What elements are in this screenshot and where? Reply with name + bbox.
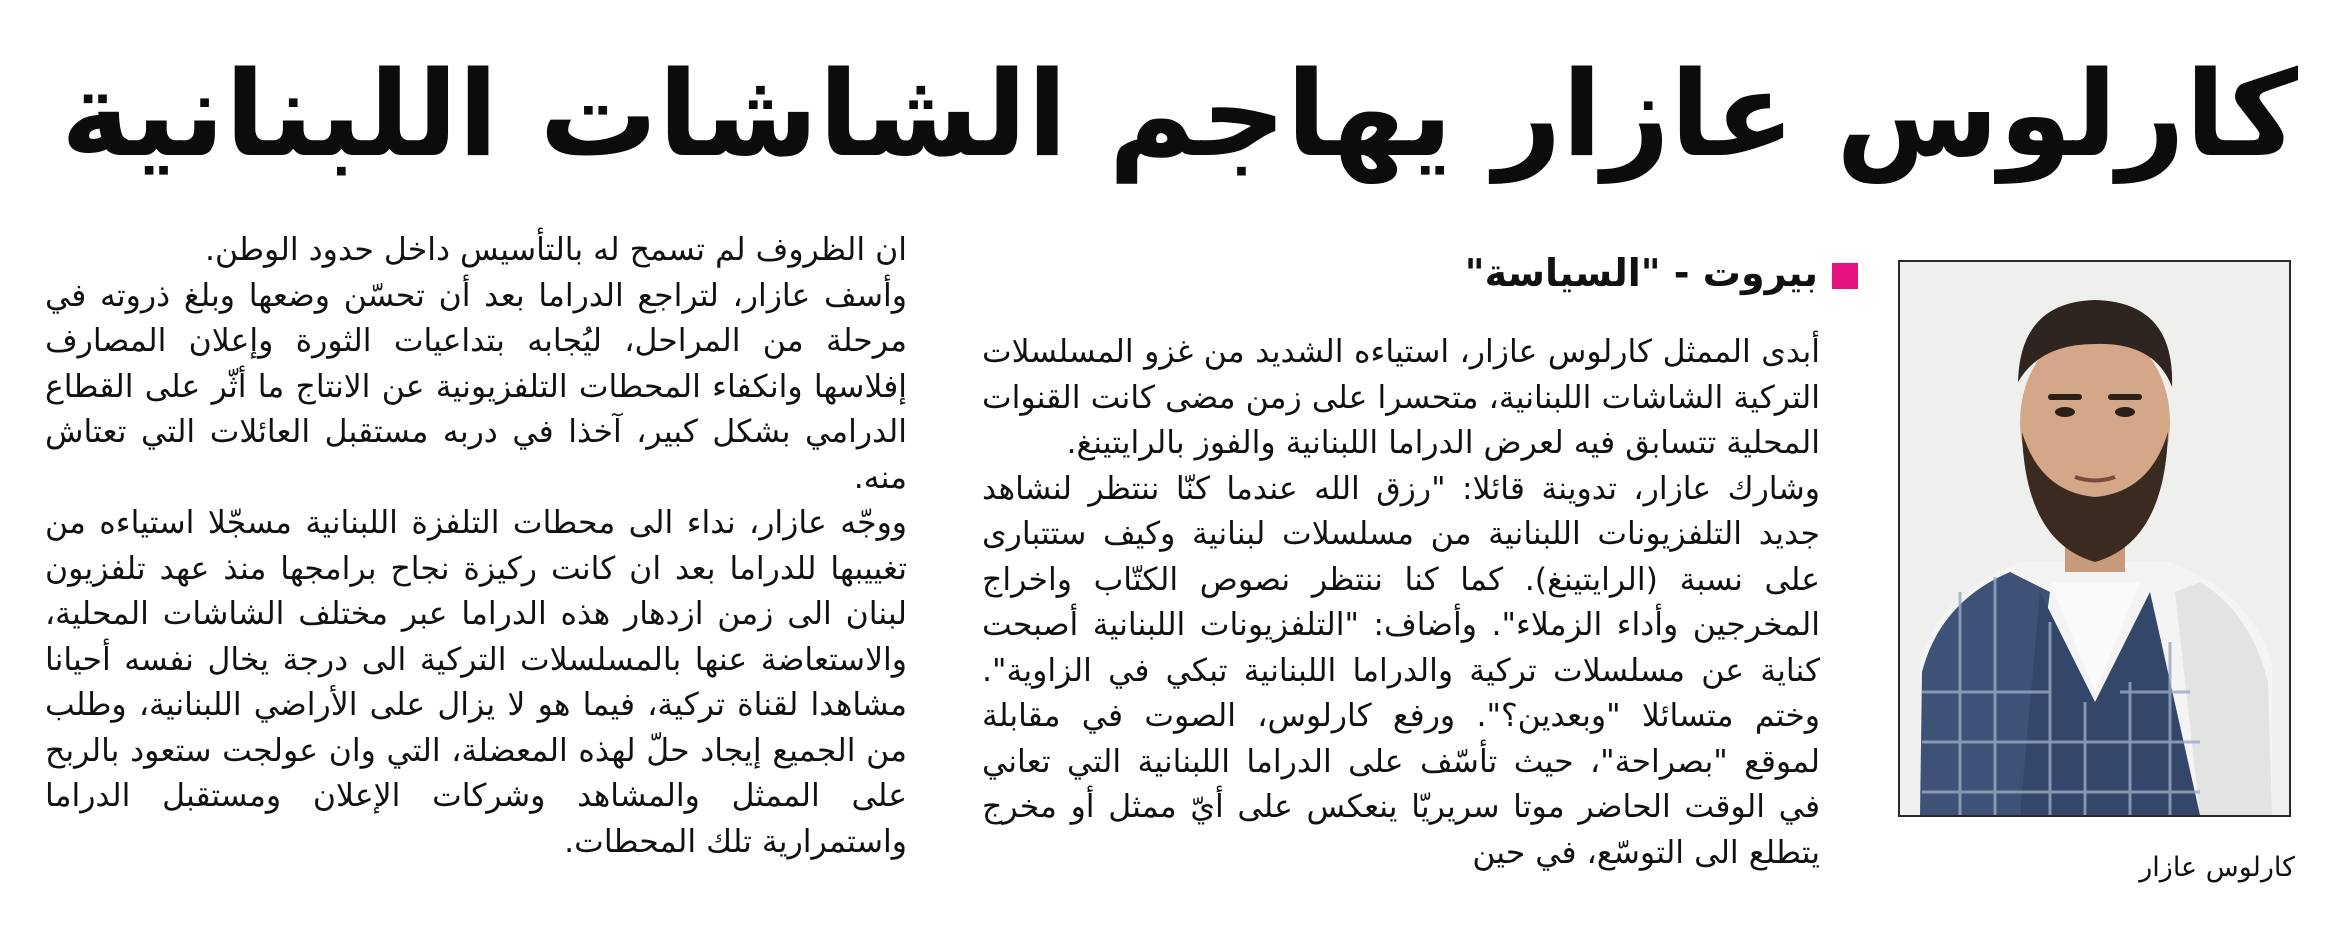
dateline-square-icon: [1832, 263, 1858, 289]
portrait-illustration: [1900, 262, 2289, 815]
dateline: [1298, 248, 1858, 298]
paragraph: أبدى الممثل كارلوس عازار، استياءه الشديد من غزو المسلسلات التركية الشاشات اللبنانية، متحسرا على زمن مضى كانت القنوات المحلية تتسابق فيه لعرض الدراما اللبنانية والفوز بالرايتينغ.: [982, 334, 1820, 461]
dateline-text: بيروت - "السياسة": [1464, 251, 1818, 295]
photo-caption: كارلوس عازار: [2139, 852, 2295, 883]
paragraph: ان الظروف لم تسمح له بالتأسيس داخل حدود الوطن.: [204, 232, 907, 268]
paragraph: وشارك عازار، تدوينة قائلا: "رزق الله عندما كنّا ننتظر لنشاهد جديد التلفزيونات اللبنانية من مسلسلات لبنانية وكيف ستتبارى على نسبة (الرايتينغ). كما كنا ننتظر نصوص الكتّاب واخراج المخرجين وأداء الزملاء". وأضاف: "التلفزيونات اللبنانية أصبحت كناية عن مسلسلات تركية والدراما اللبنانية تبكي في الزاوية". وختم متسائلا "وبعدين؟". ورفع كارلوس، الصوت في مقابلة لموقع "بصراحة"، حيث تأسّف على الدراما اللبنانية التي تعاني في الوقت الحاضر موتا سريريّا ينعكس على أيّ ممثل أو مخرج يتطلع الى التوسّع، في حين: [982, 470, 1820, 871]
headline: كارلوس عازار يهاجم الشاشات اللبنانية: [60, 45, 2298, 183]
paragraph: وأسف عازار، لتراجع الدراما بعد أن تحسّن وضعها وبلغ ذروته في مرحلة من المراحل، ليُجابه بتداعيات الثورة وإعلان المصارف إفلاسها وانكفاء المحطات التلفزيونية عن الانتاج ما أثّر على القطاع الدرامي بشكل كبير، آخذا في دربه مستقبل العائلات التي تعتاش منه.: [45, 277, 907, 496]
article-column-middle: [982, 330, 1820, 890]
paragraph: ووجّه عازار، نداء الى محطات التلفزة اللبنانية مسجّلا استياءه من تغييبها للدراما بعد ان كانت ركيزة نجاح برامجها منذ عهد تلفزيون لبنان الى زمن ازدهار هذه الدراما عبر مختلف الشاشات المحلية، والاستعاضة عنها بالمسلسلات التركية الى درجة يخال نفسه أحيانا مشاهدا لقناة تركية، فيما هو لا يزال على الأراضي اللبنانية، وطلب من الجميع إيجاد حلّ لهذه المعضلة، التي وان عولجت ستعود بالربح على الممثل والمشاهد وشركات الإعلان ومستقبل الدراما واستمرارية تلك المحطات.: [45, 505, 907, 860]
portrait-photo: [1898, 260, 2291, 817]
article-column-left: [45, 228, 907, 888]
